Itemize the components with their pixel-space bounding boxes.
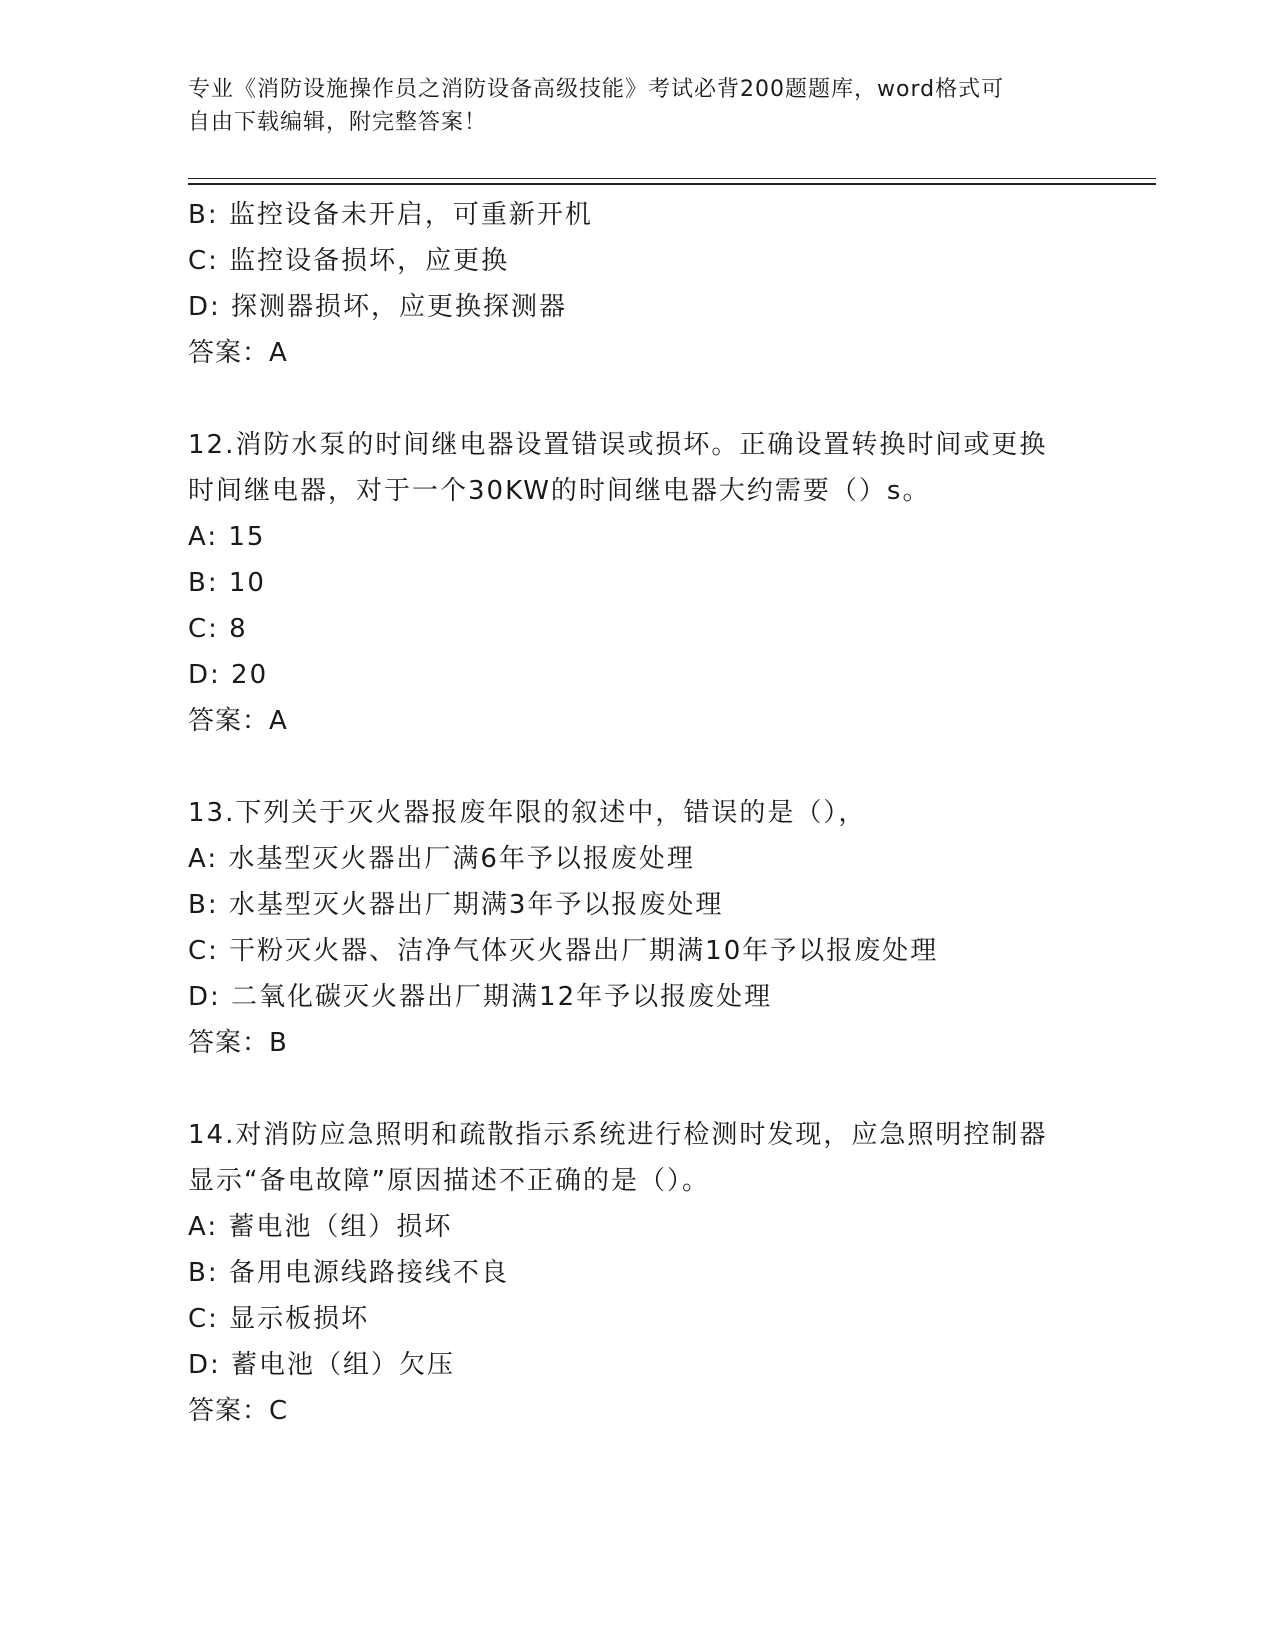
question-12 (188, 422, 1088, 744)
option-a: A: 蓄电池（组）损坏 (188, 1212, 453, 1242)
question-14 (188, 1112, 1088, 1434)
option-a: A: 15 (188, 522, 266, 552)
header-divider-thin (188, 178, 1156, 179)
question-stem-line-2: 显示“备电故障”原因描述不正确的是（）。 (188, 1166, 710, 1196)
answer: 答案：A (188, 706, 288, 736)
document-body (188, 192, 1088, 1434)
option-c: C: 监控设备损坏，应更换 (188, 246, 510, 276)
option-b: B: 监控设备未开启，可重新开机 (188, 200, 593, 230)
header-divider-thick (188, 183, 1156, 185)
option-d: D: 二氧化碳灭火器出厂期满12年予以报废处理 (188, 982, 773, 1012)
answer: 答案：A (188, 338, 288, 368)
option-b: B: 10 (188, 568, 266, 598)
header-line-2: 自由下载编辑，附完整答案！ (188, 110, 488, 135)
question-11-tail (188, 192, 1088, 376)
option-a: A: 水基型灭火器出厂满6年予以报废处理 (188, 844, 695, 874)
question-stem-line-1: 14.对消防应急照明和疏散指示系统进行检测时发现，应急照明控制器 (188, 1120, 1048, 1150)
option-d: D: 蓄电池（组）欠压 (188, 1350, 456, 1380)
header-line-1: 专业《消防设施操作员之消防设备高级技能》考试必背200题题库，word格式可 (188, 77, 1005, 102)
question-stem-line-2: 时间继电器，对于一个30KW的时间继电器大约需要（）s。 (188, 476, 931, 506)
option-c: C: 显示板损坏 (188, 1304, 370, 1334)
question-stem-line-1: 13.下列关于灭火器报废年限的叙述中，错误的是（）， (188, 798, 867, 828)
document-header (188, 73, 1088, 139)
option-d: D: 20 (188, 660, 269, 690)
question-13 (188, 790, 1088, 1066)
option-c: C: 干粉灭火器、洁净气体灭火器出厂期满10年予以报废处理 (188, 936, 939, 966)
answer: 答案：B (188, 1028, 288, 1058)
option-b: B: 备用电源线路接线不良 (188, 1258, 509, 1288)
option-b: B: 水基型灭火器出厂期满3年予以报废处理 (188, 890, 724, 920)
option-c: C: 8 (188, 614, 248, 644)
question-stem-line-1: 12.消防水泵的时间继电器设置错误或损坏。正确设置转换时间或更换 (188, 430, 1048, 460)
answer: 答案：C (188, 1396, 289, 1426)
option-d: D: 探测器损坏，应更换探测器 (188, 292, 568, 322)
